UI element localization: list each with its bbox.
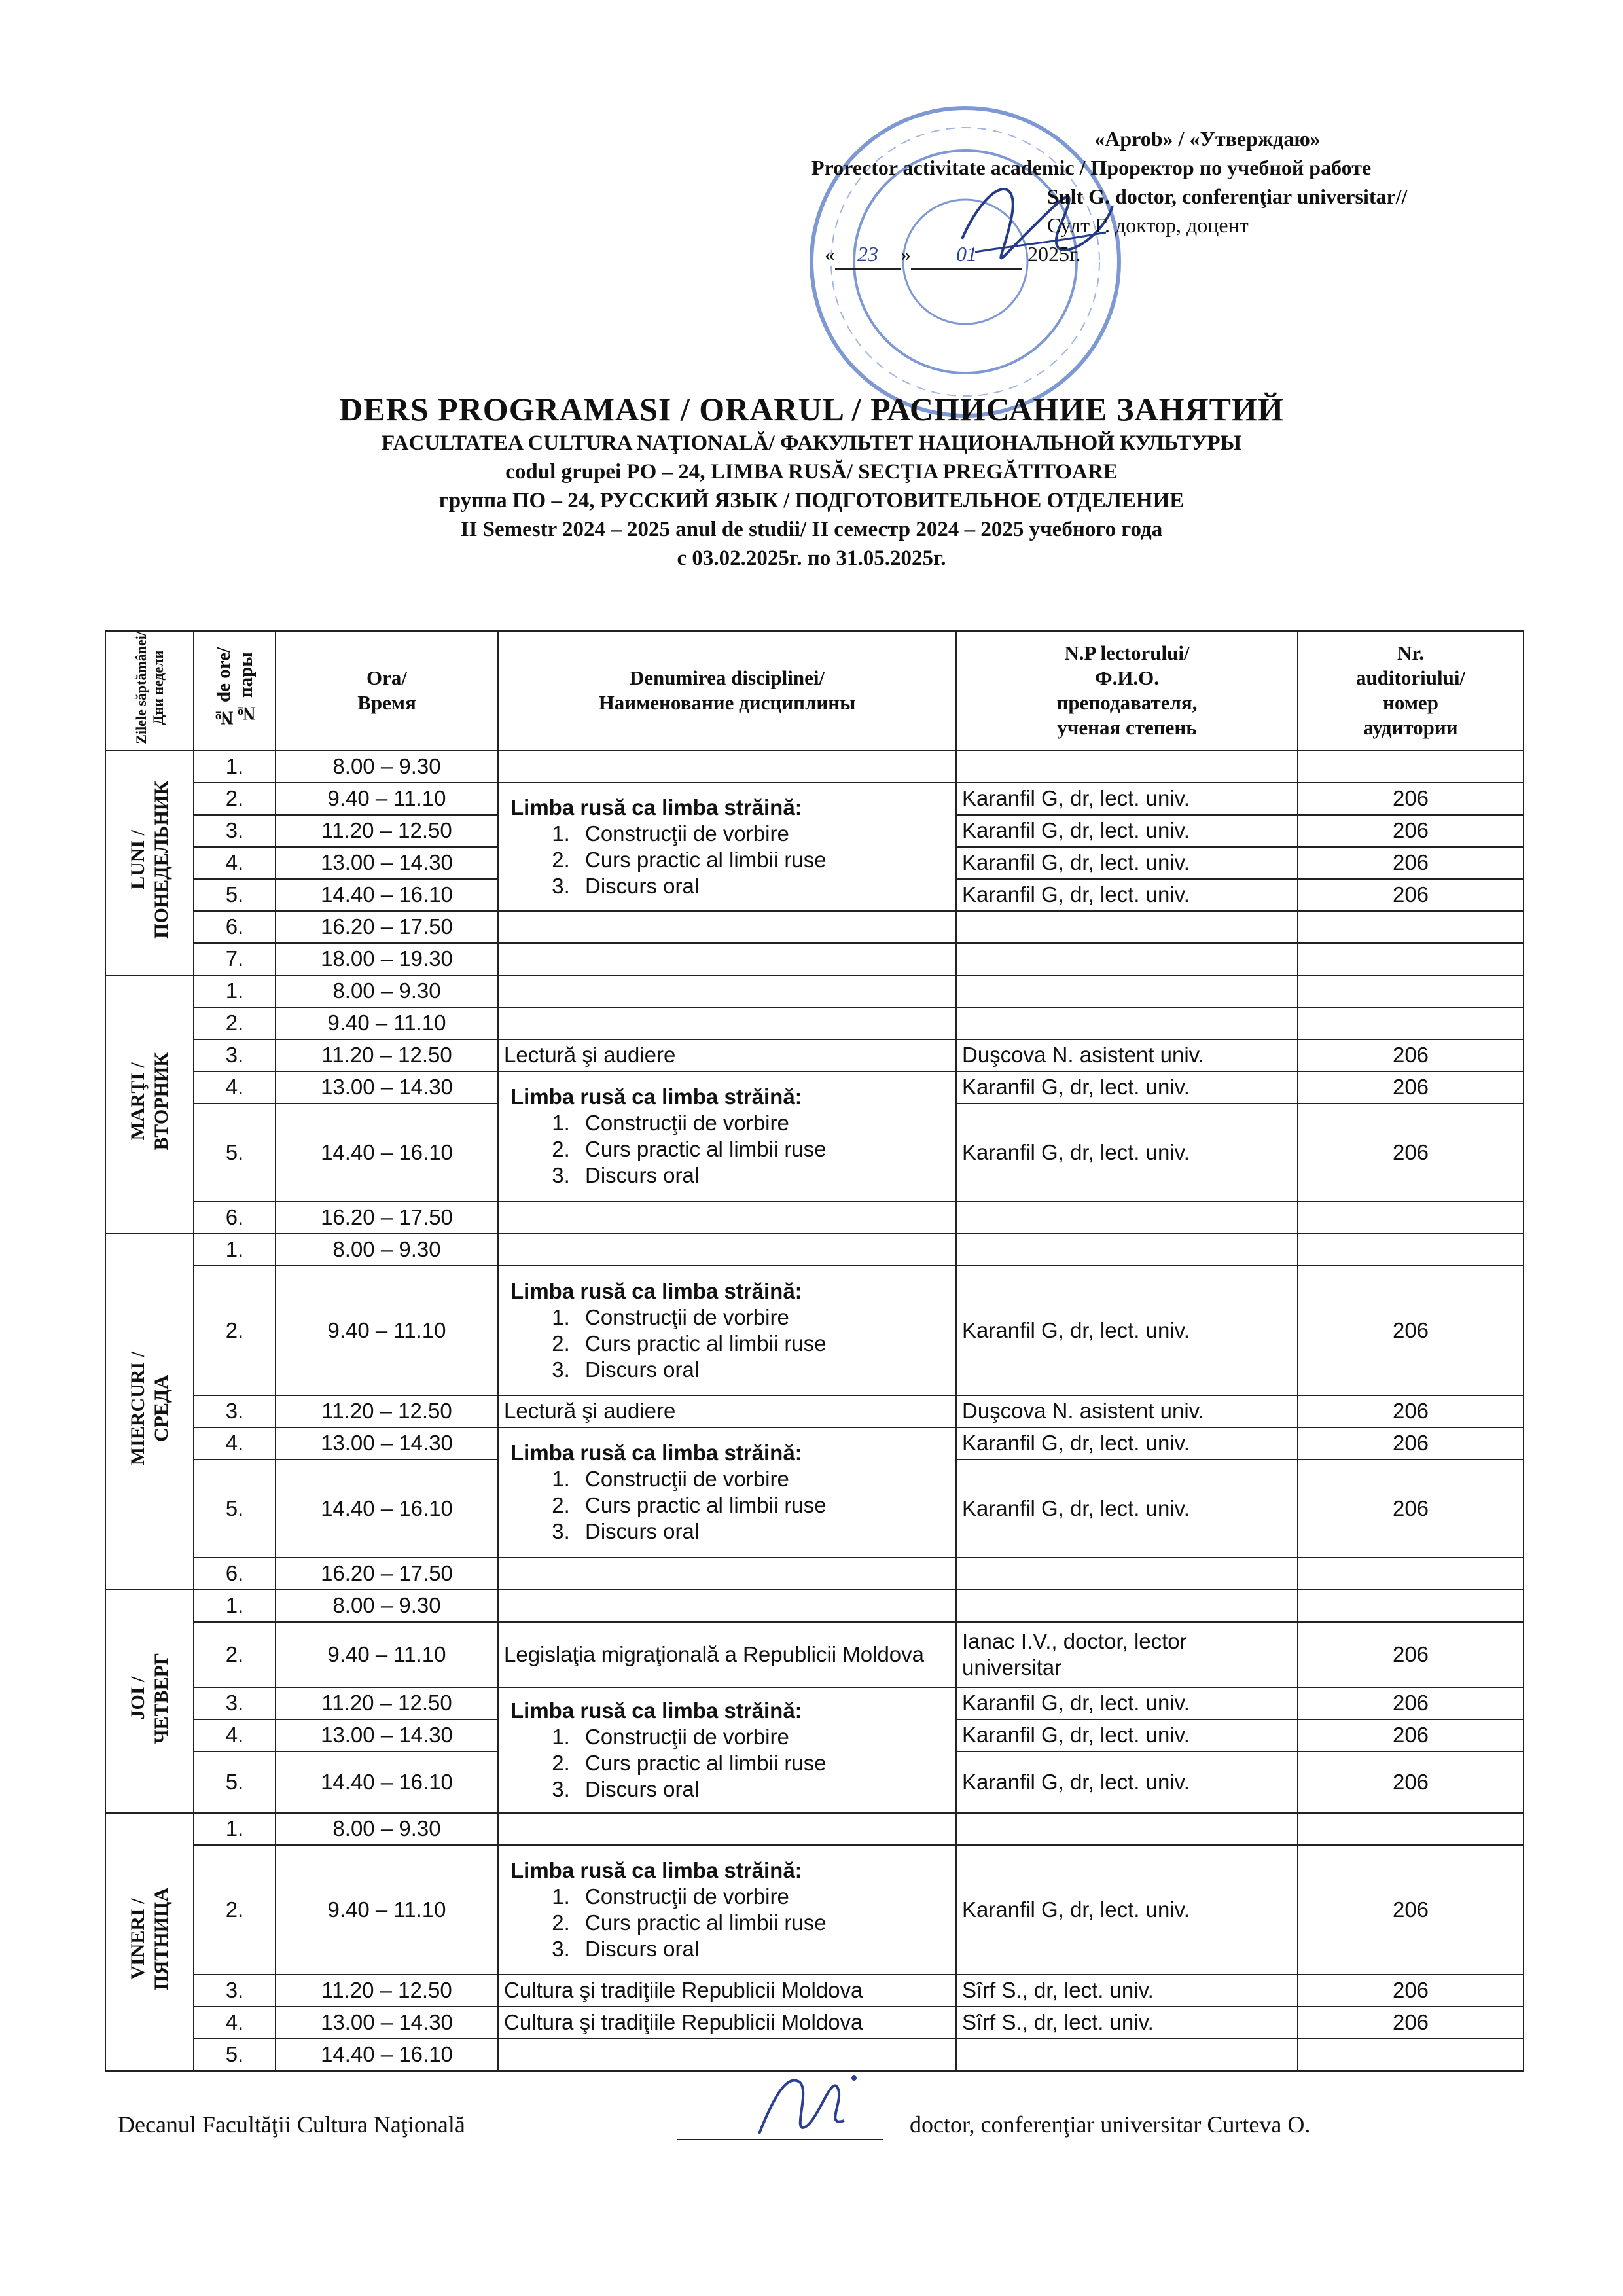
slot-number: 5. [194, 1751, 276, 1813]
slot-number: 2. [194, 1007, 276, 1039]
header-time-ro: Ora/ [366, 666, 407, 690]
lecturer-cell [956, 1202, 1298, 1234]
course-item: 3. Discurs oral [576, 1162, 950, 1189]
slot-number: 1. [194, 1234, 276, 1266]
slot-time: 13.00 – 14.30 [276, 1071, 498, 1103]
discipline-cell [498, 1071, 956, 1202]
room-cell [1298, 1558, 1524, 1590]
room-cell: 206 [1298, 2007, 1524, 2039]
lecturer-cell: Karanfil G, dr, lect. univ. [956, 879, 1298, 911]
course-item: 1. Construcţii de vorbire [576, 1304, 950, 1331]
day-label-ru: ВТОРНИК [150, 1052, 172, 1151]
room-cell [1298, 1234, 1524, 1266]
semester-line: II Semestr 2024 – 2025 anul de studii/ II семестр 2024 – 2025 учебного года [460, 518, 1163, 541]
discipline-cell [498, 1202, 956, 1234]
table-row [105, 911, 1524, 943]
course-item: 3. Discurs oral [576, 1776, 950, 1803]
lecturer-cell [956, 1590, 1298, 1622]
course-title: Limba rusă ca limba străină: [510, 1441, 802, 1465]
table-row [105, 1202, 1524, 1234]
discipline-cell [498, 1590, 956, 1622]
course-items [504, 1884, 950, 1962]
day-friday [105, 1813, 194, 2071]
lecturer-cell: Karanfil G, dr, lect. univ. [956, 783, 1298, 815]
day-label-ro: MARŢI / [126, 1062, 149, 1141]
room-cell [1298, 751, 1524, 783]
page-title: DERS PROGRAMASI / ORARUL / РАСПИСАНИЕ ЗАНЯТИЙ [339, 391, 1284, 427]
discipline-cell: Cultura şi tradiţiile Republicii Moldova [498, 2007, 956, 2039]
lecturer-cell: Karanfil G, dr, lect. univ. [956, 1687, 1298, 1719]
slot-time: 13.00 – 14.30 [276, 847, 498, 879]
date-year: 2025г. [1027, 242, 1081, 266]
table-row [105, 1071, 1524, 1103]
slot-number: 4. [194, 847, 276, 879]
table-row [105, 1007, 1524, 1039]
slot-time: 9.40 – 11.10 [276, 783, 498, 815]
discipline-cell [498, 1845, 956, 1975]
signature-line [677, 2139, 883, 2140]
slot-time: 8.00 – 9.30 [276, 1590, 498, 1622]
schedule-heading [98, 389, 1525, 573]
course-item: 2. Curs practic al limbii ruse [576, 1750, 950, 1776]
room-cell: 206 [1298, 783, 1524, 815]
period-line: с 03.02.2025г. по 31.05.2025г. [677, 547, 946, 570]
discipline-cell [498, 1007, 956, 1039]
discipline-cell [498, 975, 956, 1007]
discipline-cell: Cultura şi tradiţiile Republicii Moldova [498, 1975, 956, 2007]
table-row [105, 1845, 1524, 1975]
course-title: Limba rusă ca limba străină: [510, 1857, 802, 1882]
slot-time: 14.40 – 16.10 [276, 2039, 498, 2071]
table-row [105, 1266, 1524, 1395]
slot-time: 8.00 – 9.30 [276, 1813, 498, 1845]
day-thursday [105, 1590, 194, 1813]
table-row [105, 1975, 1524, 2007]
slot-time: 13.00 – 14.30 [276, 2007, 498, 2039]
day-label-ru: ПОНЕДЕЛЬНИК [150, 781, 172, 939]
room-cell: 206 [1298, 847, 1524, 879]
table-row [105, 1039, 1524, 1071]
slot-number: 3. [194, 1039, 276, 1071]
discipline-cell [498, 751, 956, 783]
schedule-table [105, 630, 1524, 2072]
discipline-cell: Lectură şi audiere [498, 1039, 956, 1071]
table-row [105, 1590, 1524, 1622]
table-row [105, 943, 1524, 975]
header-day [105, 631, 194, 751]
day-label-ru: ЧЕТВЕРГ [150, 1652, 172, 1744]
room-cell [1298, 1813, 1524, 1845]
slot-number: 1. [194, 751, 276, 783]
discipline-cell [498, 1687, 956, 1813]
slot-time: 9.40 – 11.10 [276, 1622, 498, 1687]
slot-time: 11.20 – 12.50 [276, 1039, 498, 1071]
course-item: 1. Construcţii de vorbire [576, 1110, 950, 1136]
day-label-ro: JOI / [126, 1676, 149, 1720]
header-day-ru: Дни недели [149, 650, 166, 725]
room-cell: 206 [1298, 1266, 1524, 1395]
header-lect-1: N.P lectorului/ [1064, 641, 1190, 665]
approval-name-ro: Sult G. doctor, conferenţiar universitar// [1047, 185, 1408, 208]
course-item: 2. Curs practic al limbii ruse [576, 1331, 950, 1357]
lecturer-cell [956, 943, 1298, 975]
header-room-1: Nr. [1397, 641, 1425, 665]
room-cell: 206 [1298, 1071, 1524, 1103]
course-item: 3. Discurs oral [576, 1518, 950, 1545]
course-item: 1. Construcţii de vorbire [576, 1466, 950, 1492]
slot-time: 16.20 – 17.50 [276, 1558, 498, 1590]
header-room-4: аудитории [1363, 716, 1458, 740]
room-cell: 206 [1298, 815, 1524, 847]
slot-time: 11.20 – 12.50 [276, 1687, 498, 1719]
day-label-ro: MIERCURI / [126, 1352, 149, 1466]
slot-number: 1. [194, 975, 276, 1007]
lecturer-cell [956, 1558, 1298, 1590]
slot-number: 5. [194, 2039, 276, 2071]
slot-time: 11.20 – 12.50 [276, 1975, 498, 2007]
header-disc-ro: Denumirea disciplinei/ [629, 666, 825, 690]
day-wednesday [105, 1234, 194, 1590]
discipline-cell [498, 1558, 956, 1590]
lecturer-cell: Karanfil G, dr, lect. univ. [956, 1460, 1298, 1558]
lecturer-cell: Karanfil G, dr, lect. univ. [956, 1266, 1298, 1395]
slot-number: 4. [194, 2007, 276, 2039]
lecturer-cell: Karanfil G, dr, lect. univ. [956, 1719, 1298, 1751]
room-cell [1298, 1007, 1524, 1039]
table-row [105, 1558, 1524, 1590]
header-num-ru: № пары [235, 652, 257, 724]
course-items [504, 1466, 950, 1545]
slot-time: 14.40 – 16.10 [276, 1460, 498, 1558]
slot-number: 6. [194, 1202, 276, 1234]
slot-time: 8.00 – 9.30 [276, 1234, 498, 1266]
slot-number: 2. [194, 783, 276, 815]
lecturer-cell [956, 2039, 1298, 2071]
slot-number: 2. [194, 1266, 276, 1395]
slot-time: 9.40 – 11.10 [276, 1845, 498, 1975]
room-cell: 206 [1298, 1427, 1524, 1460]
lecturer-cell: Sîrf S., dr, lect. univ. [956, 2007, 1298, 2039]
lecturer-cell: Karanfil G, dr, lect. univ. [956, 847, 1298, 879]
slot-number: 5. [194, 1460, 276, 1558]
slot-number: 4. [194, 1427, 276, 1460]
course-item: 3. Discurs oral [576, 873, 950, 899]
day-label-ro: LUNI / [126, 830, 149, 890]
footer-dean-name: doctor, conferenţiar universitar Curteva O. [910, 2111, 1311, 2138]
table-row [105, 1395, 1524, 1427]
lecturer-cell: Sîrf S., dr, lect. univ. [956, 1975, 1298, 2007]
slot-time: 14.40 – 16.10 [276, 1751, 498, 1813]
room-cell: 206 [1298, 879, 1524, 911]
slot-number: 5. [194, 879, 276, 911]
lecturer-cell: Karanfil G, dr, lect. univ. [956, 1427, 1298, 1460]
slot-number: 5. [194, 1103, 276, 1202]
slot-number: 3. [194, 1975, 276, 2007]
header-room-3: номер [1383, 691, 1438, 715]
header-num-ro: № de ore/ [213, 647, 234, 728]
header-room [1298, 631, 1524, 751]
discipline-cell [498, 1427, 956, 1558]
header-discipline [498, 631, 956, 751]
course-items [504, 1724, 950, 1803]
lecturer-cell: Karanfil G, dr, lect. univ. [956, 1751, 1298, 1813]
faculty-line: FACULTATEA CULTURA NAŢIONALĂ/ ФАКУЛЬТЕТ НАЦИОНАЛЬНОЙ КУЛЬТУРЫ [381, 431, 1242, 455]
slot-time: 9.40 – 11.10 [276, 1266, 498, 1395]
slot-number: 2. [194, 1845, 276, 1975]
table-row [105, 751, 1524, 783]
slot-time: 14.40 – 16.10 [276, 1103, 498, 1202]
slot-number: 4. [194, 1071, 276, 1103]
course-item: 1. Construcţii de vorbire [576, 821, 950, 847]
course-items [504, 1110, 950, 1189]
slot-time: 13.00 – 14.30 [276, 1427, 498, 1460]
slot-time: 16.20 – 17.50 [276, 911, 498, 943]
room-cell [1298, 943, 1524, 975]
lecturer-cell: Karanfil G, dr, lect. univ. [956, 815, 1298, 847]
table-row [105, 1813, 1524, 1845]
day-tuesday [105, 975, 194, 1234]
lecturer-cell: Ianac I.V., doctor, lector universitar [956, 1622, 1298, 1687]
room-cell: 206 [1298, 1687, 1524, 1719]
room-cell: 206 [1298, 1719, 1524, 1751]
course-items [504, 1304, 950, 1383]
slot-time: 16.20 – 17.50 [276, 1202, 498, 1234]
date-mid-quote: » [901, 242, 911, 266]
approval-date [812, 240, 1564, 270]
lecturer-cell: Karanfil G, dr, lect. univ. [956, 1845, 1298, 1975]
course-item: 1. Construcţii de vorbire [576, 1724, 950, 1750]
course-item: 3. Discurs oral [576, 1357, 950, 1383]
lecturer-cell: Karanfil G, dr, lect. univ. [956, 1103, 1298, 1202]
course-title: Limba rusă ca limba străină: [510, 795, 802, 819]
course-item: 2. Curs practic al limbii ruse [576, 1136, 950, 1162]
header-day-ro: Zilele săptămânei/ [132, 632, 149, 744]
slot-time: 11.20 – 12.50 [276, 1395, 498, 1427]
course-title: Limba rusă ca limba străină: [510, 1085, 802, 1109]
slot-time: 11.20 – 12.50 [276, 815, 498, 847]
group-line-ru: группа ПО – 24, РУССКИЙ ЯЗЫК / ПОДГОТОВИТЕЛЬНОЕ ОТДЕЛЕНИЕ [438, 489, 1185, 512]
room-cell: 206 [1298, 1103, 1524, 1202]
discipline-cell [498, 911, 956, 943]
lecturer-cell [956, 1813, 1298, 1845]
discipline-cell [498, 2039, 956, 2071]
approval-line-4: Султ Г. доктор, доцент [1047, 213, 1249, 237]
slot-number: 4. [194, 1719, 276, 1751]
room-cell [1298, 1202, 1524, 1234]
room-cell [1298, 911, 1524, 943]
day-label-ru: СРЕДА [150, 1375, 172, 1443]
slot-number: 3. [194, 815, 276, 847]
slot-time: 14.40 – 16.10 [276, 879, 498, 911]
lecturer-cell [956, 1234, 1298, 1266]
room-cell [1298, 1590, 1524, 1622]
lecturer-cell [956, 975, 1298, 1007]
slot-time: 9.40 – 11.10 [276, 1007, 498, 1039]
day-monday [105, 751, 194, 975]
slot-number: 3. [194, 1687, 276, 1719]
header-lect-2: Ф.И.О. [1094, 666, 1160, 690]
table-row [105, 1622, 1524, 1687]
header-time [276, 631, 498, 751]
room-cell: 206 [1298, 1622, 1524, 1687]
discipline-cell [498, 943, 956, 975]
slot-number: 1. [194, 1813, 276, 1845]
room-cell: 206 [1298, 1039, 1524, 1071]
discipline-cell: Legislaţia migraţională a Republicii Moldova [498, 1622, 956, 1687]
header-disc-ru: Наименование дисциплины [598, 691, 856, 715]
discipline-cell: Lectură şi audiere [498, 1395, 956, 1427]
slot-time: 13.00 – 14.30 [276, 1719, 498, 1751]
table-row [105, 2007, 1524, 2039]
slot-time: 8.00 – 9.30 [276, 751, 498, 783]
table-row [105, 1234, 1524, 1266]
approval-line-3 [812, 182, 1564, 211]
course-item: 2. Curs practic al limbii ruse [576, 1910, 950, 1936]
slot-number: 2. [194, 1622, 276, 1687]
course-title: Limba rusă ca limba străină: [510, 1278, 802, 1303]
header-lecturer [956, 631, 1298, 751]
footer-dean-label: Decanul Facultăţii Cultura Naţională [118, 2111, 465, 2138]
lecturer-cell [956, 1007, 1298, 1039]
course-title: Limba rusă ca limba străină: [510, 1698, 802, 1723]
discipline-cell [498, 783, 956, 911]
slot-number: 7. [194, 943, 276, 975]
slot-number: 1. [194, 1590, 276, 1622]
lecturer-cell: Karanfil G, dr, lect. univ. [956, 1071, 1298, 1103]
room-cell: 206 [1298, 1460, 1524, 1558]
lecturer-cell: Duşcova N. asistent univ. [956, 1039, 1298, 1071]
table-row [105, 1687, 1524, 1719]
date-month: 01 [911, 240, 1022, 270]
group-line-ro: codul grupei PO – 24, LIMBA RUSĂ/ SECŢIA PREGĂTITOARE [505, 460, 1118, 484]
table-header-row [105, 631, 1524, 751]
day-label-ru: ПЯТНИЦА [150, 1887, 172, 1990]
course-item: 3. Discurs oral [576, 1936, 950, 1962]
header-lect-4: ученая степень [1057, 716, 1197, 740]
slot-number: 6. [194, 911, 276, 943]
table-row [105, 975, 1524, 1007]
lecturer-cell [956, 751, 1298, 783]
date-open-quote: « [825, 242, 835, 266]
slot-time: 18.00 – 19.30 [276, 943, 498, 975]
room-cell [1298, 975, 1524, 1007]
footer [118, 2081, 1531, 2173]
room-cell: 206 [1298, 1845, 1524, 1975]
header-room-2: auditoriului/ [1355, 666, 1466, 690]
header-time-ru: Время [357, 691, 416, 715]
lecturer-cell [956, 911, 1298, 943]
course-item: 1. Construcţii de vorbire [576, 1884, 950, 1910]
date-day: 23 [835, 240, 901, 270]
table-row [105, 783, 1524, 815]
room-cell: 206 [1298, 1395, 1524, 1427]
room-cell: 206 [1298, 1751, 1524, 1813]
course-item: 2. Curs practic al limbii ruse [576, 1492, 950, 1518]
header-num [194, 631, 276, 751]
discipline-cell [498, 1234, 956, 1266]
approval-line-1: «Aprob» / «Утверждаю» [1094, 127, 1321, 151]
discipline-cell [498, 1813, 956, 1845]
course-items [504, 821, 950, 899]
slot-number: 3. [194, 1395, 276, 1427]
header-lect-3: преподавателя, [1056, 691, 1198, 715]
slot-time: 8.00 – 9.30 [276, 975, 498, 1007]
course-item: 2. Curs practic al limbii ruse [576, 847, 950, 873]
discipline-cell [498, 1266, 956, 1395]
approval-line-2: Prorector activitate academic / Проректор по учебной работе [812, 156, 1372, 179]
room-cell: 206 [1298, 1975, 1524, 2007]
day-label-ro: VINERI / [126, 1898, 149, 1980]
lecturer-cell: Duşcova N. asistent univ. [956, 1395, 1298, 1427]
room-cell [1298, 2039, 1524, 2071]
approval-block [812, 124, 1564, 270]
slot-number: 6. [194, 1558, 276, 1590]
table-row [105, 1427, 1524, 1460]
